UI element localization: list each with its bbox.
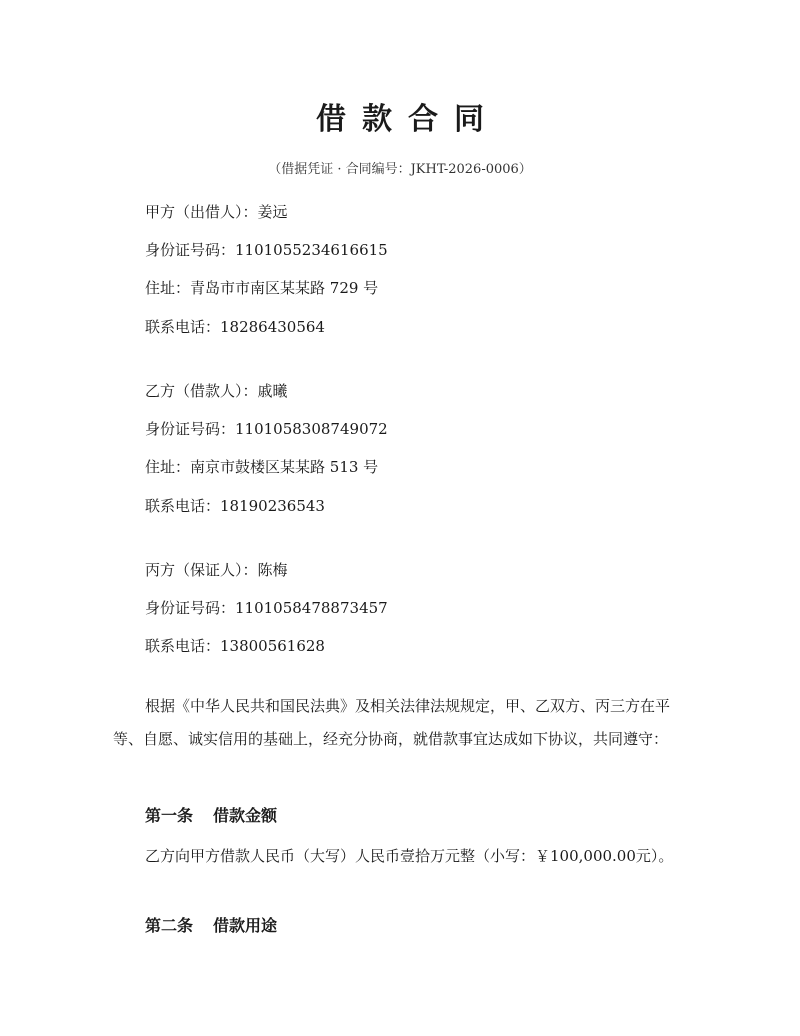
party-a-address: 住址：青岛市市南区某某路 729 号	[145, 279, 379, 297]
party-a-id: 身份证号码：1101055234616615	[145, 241, 388, 259]
party-c-phone: 联系电话：13800561628	[145, 637, 325, 655]
party-b-phone: 联系电话：18190236543	[145, 497, 325, 515]
article-1-title: 借款金额	[213, 806, 278, 825]
party-b-address: 住址：南京市鼓楼区某某路 513 号	[145, 458, 379, 476]
party-a-phone: 联系电话：18286430564	[145, 318, 325, 336]
contract-number-subtitle: （借据凭证 · 合同编号：JKHT-2026-0006）	[268, 162, 532, 177]
party-a-name: 甲方（出借人）：姜远	[145, 203, 288, 221]
article-1-number: 第一条	[145, 806, 194, 825]
article-2-title: 借款用途	[213, 916, 278, 935]
party-c-id: 身份证号码：1101058478873457	[145, 599, 388, 617]
party-b-id: 身份证号码：1101058308749072	[145, 420, 388, 438]
party-c-name: 丙方（保证人）：陈梅	[145, 561, 288, 579]
article-2-number: 第二条	[145, 916, 194, 935]
document-title: 借款合同	[316, 102, 500, 137]
article-1-heading	[145, 803, 277, 826]
article-1-body: 乙方向甲方借款人民币（大写）人民币壹拾万元整（小写：￥100,000.00元）。	[145, 847, 674, 865]
preamble-paragraph: 根据《中华人民共和国民法典》及相关法律法规规定，甲、乙双方、丙三方在平等、自愿、诚实信用的基础上，经充分协商，就借款事宜达成如下协议，共同遵守：	[113, 697, 671, 748]
party-b-name: 乙方（借款人）：戚曦	[145, 382, 288, 400]
article-2-heading	[145, 913, 277, 936]
